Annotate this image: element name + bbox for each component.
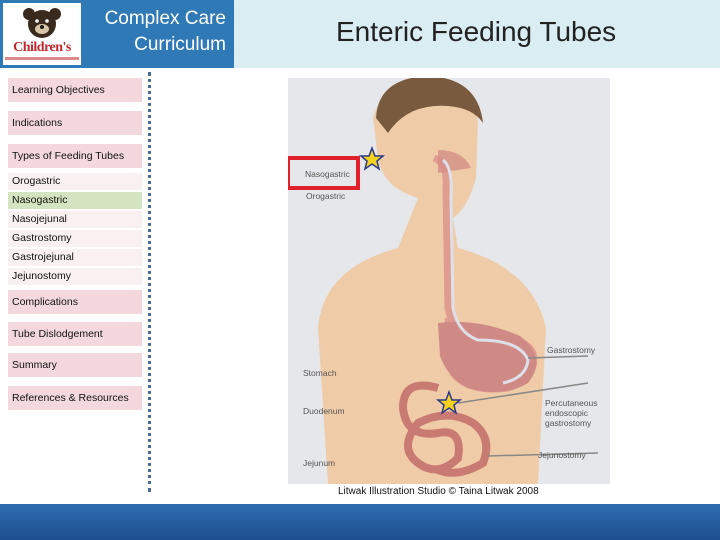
logo-word: Children's (13, 40, 71, 55)
feeding-tube-illustration (288, 78, 610, 484)
nav-item-nasojejunal[interactable]: Nasojejunal (8, 211, 142, 228)
label-percutaneous-2: endoscopic (545, 408, 589, 418)
nav-item-jejunostomy[interactable]: Jejunostomy (8, 268, 142, 285)
header-bar (0, 0, 720, 68)
label-gastrostomy: Gastrostomy (547, 345, 596, 355)
nav-item-complications[interactable]: Complications (8, 290, 142, 314)
nav-item-learning-objectives[interactable]: Learning Objectives (8, 78, 142, 102)
label-percutaneous-1: Percutaneous (545, 398, 598, 408)
nav-item-references-resources[interactable]: References & Resources (8, 386, 142, 410)
nav-item-orogastric[interactable]: Orogastric (8, 173, 142, 190)
page-title: Enteric Feeding Tubes (336, 16, 617, 47)
dotted-divider (148, 72, 151, 492)
brand-title-line1: Complex Care (104, 8, 226, 29)
brand-panel (0, 0, 234, 68)
nav-item-indications[interactable]: Indications (8, 111, 142, 135)
teddy-bear-icon (17, 6, 67, 40)
figure-credit: Litwak Illustration Studio © Taina Litwak 2008 (338, 486, 539, 497)
brand-title-line2: Curriculum (134, 34, 226, 55)
logo-underline (5, 57, 79, 60)
nav-item-gastrojejunal[interactable]: Gastrojejunal (8, 249, 142, 266)
nav-item-types-of-feeding-tubes[interactable]: Types of Feeding Tubes (8, 144, 142, 168)
footer-bar (0, 504, 720, 540)
brand-title (76, 6, 226, 58)
label-jejunum: Jejunum (303, 458, 336, 468)
label-percutaneous-3: gastrostomy (545, 418, 592, 428)
nav-item-gastrostomy[interactable]: Gastrostomy (8, 230, 142, 247)
nav-item-nasogastric[interactable]: Nasogastric (8, 192, 142, 209)
nav-item-tube-dislodgement[interactable]: Tube Dislodgement (8, 322, 142, 346)
label-jejunostomy: Jejunostomy (538, 450, 586, 460)
nav-item-summary[interactable]: Summary (8, 353, 142, 377)
label-nasogastric: Nasogastric (305, 169, 350, 179)
label-duodenum: Duodenum (303, 406, 345, 416)
childrens-logo (3, 3, 81, 65)
label-stomach: Stomach (303, 368, 337, 378)
label-orogastric: Orogastric (306, 191, 346, 201)
